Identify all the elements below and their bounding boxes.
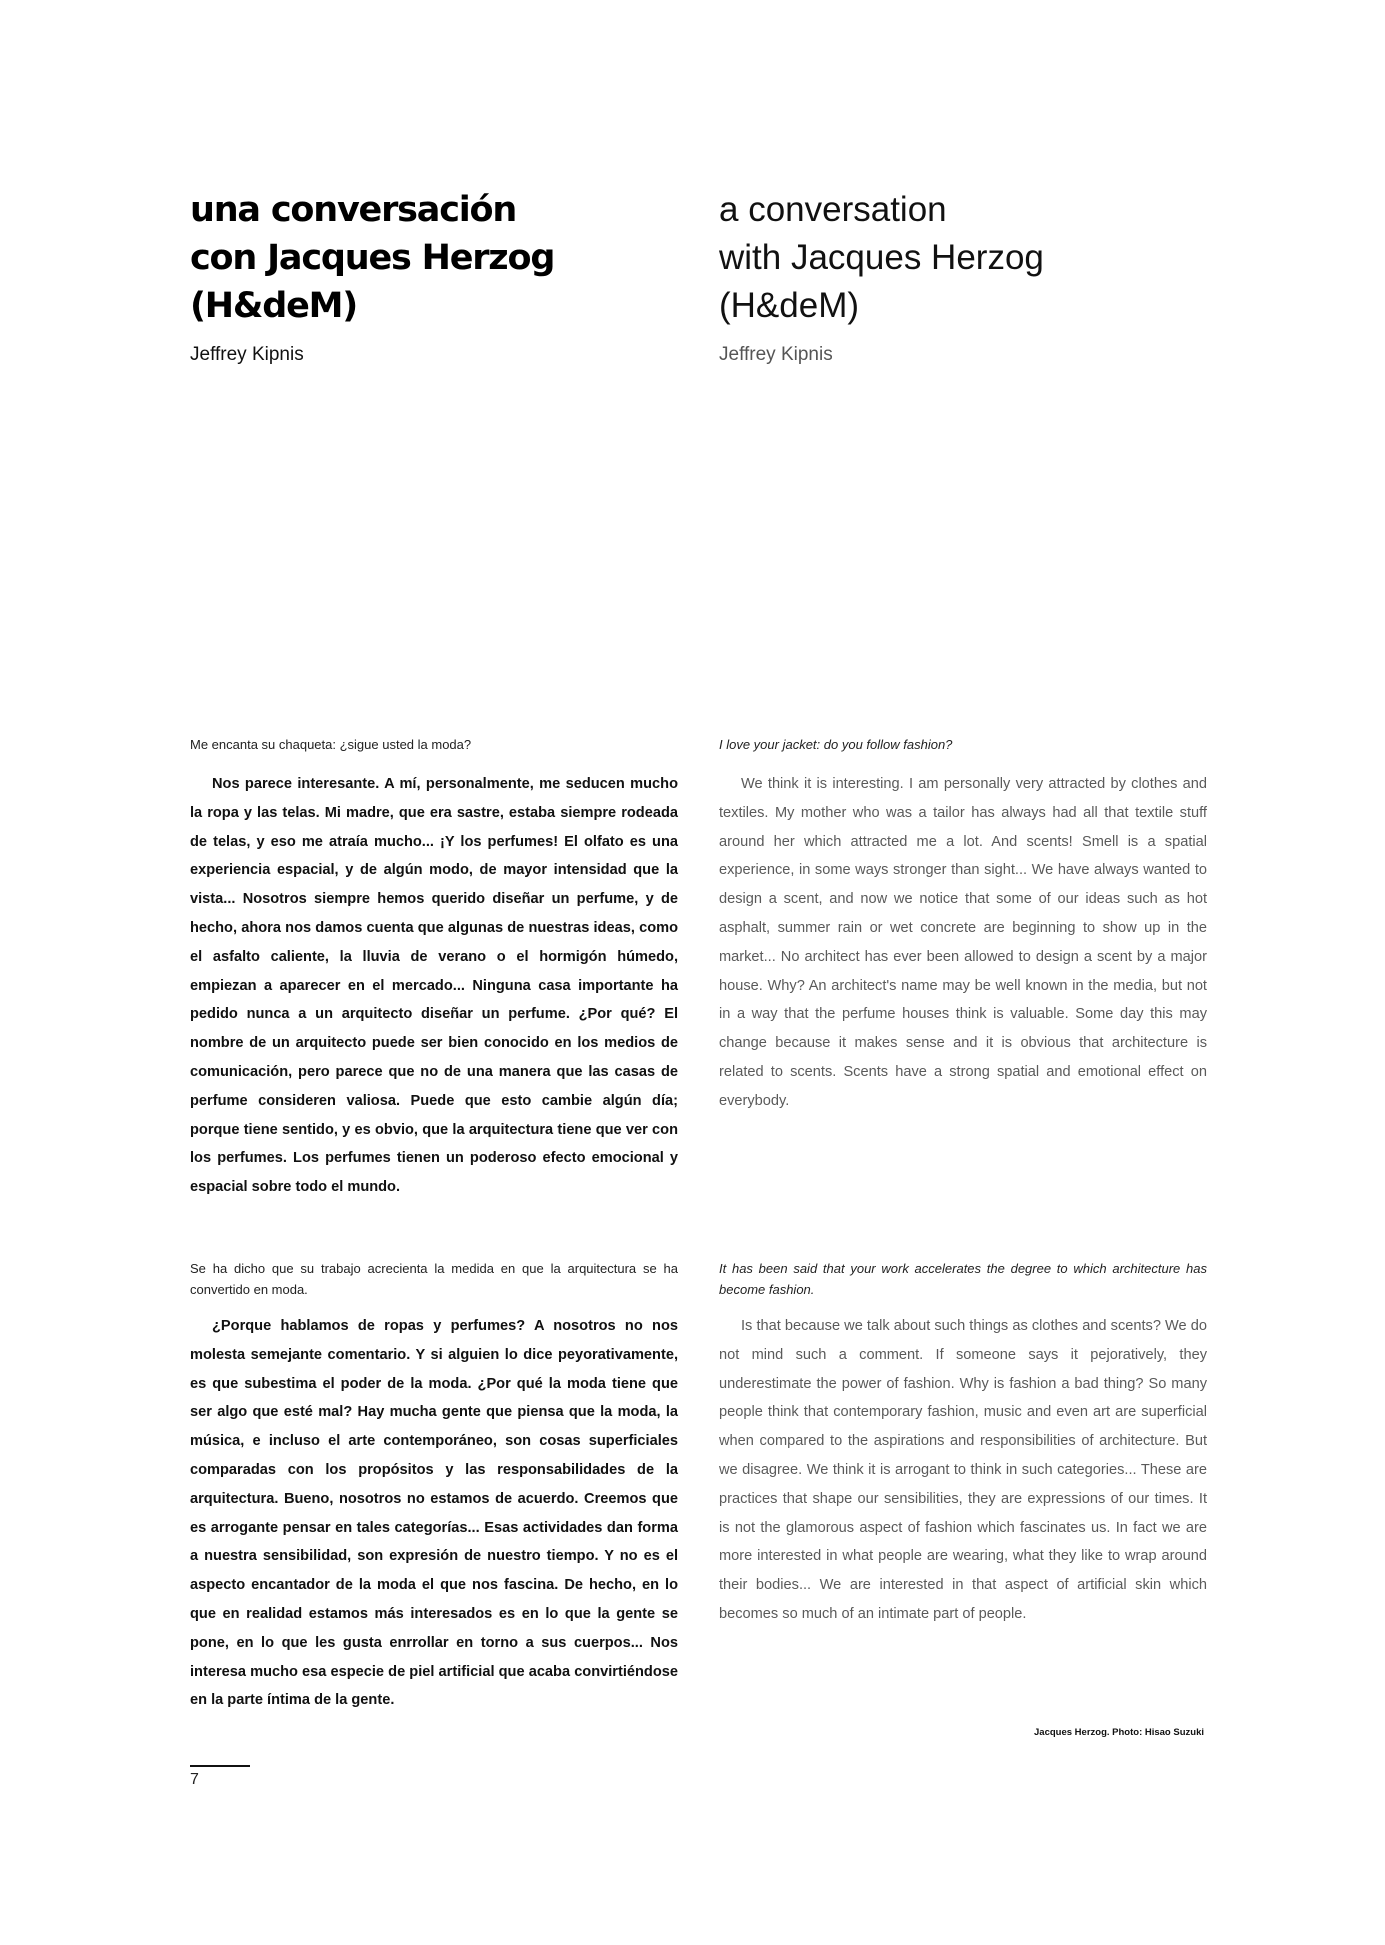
spanish-section-1 xyxy=(190,734,678,1202)
question-english-2: It has been said that your work accelerates the degree to which architecture has become fashion. xyxy=(719,1261,1207,1297)
question-spanish-1: Me encanta su chaqueta: ¿sigue usted la moda? xyxy=(190,737,472,752)
spanish-section-2 xyxy=(190,1258,678,1715)
title-english: a conversation with Jacques Herzog (H&deM) xyxy=(719,190,1044,325)
question-spanish-2: Se ha dicho que su trabajo acrecienta la medida en que la arquitectura se ha convertido en moda. xyxy=(190,1261,678,1297)
english-section-2 xyxy=(719,1258,1207,1629)
english-section-1 xyxy=(719,734,1207,1116)
page-number: 7 xyxy=(190,1771,199,1788)
answer-spanish-1: Nos parece interesante. A mí, personalmente, me seducen mucho la ropa y las telas. Mi madre, que era sastre, estaba siempre rodeada de telas, y eso me atraía mucho... ¡Y los perfumes! El olfato es una experiencia espacial, y de algún modo, de mayor intensidad que la vista... Nosotros siempre hemos querido diseñar un perfume, y de hecho, ahora nos damos cuenta que algunas de nuestras ideas, como el asfalto caliente, la lluvia de verano o el hormigón húmedo, empiezan a aparecer en el mercado... Ninguna casa importante ha pedido nunca a un arquitecto diseñar un perfume. ¿Por qué? El nombre de un arquitecto puede ser bien conocido en los medios de comunicación, pero parece que no de una manera que las casas de perfume consideren valiosa. Puede que esto cambie algún día; porque tiene sentido, y es obvio, que la arquitectura tiene que ver con los perfumes. Los perfumes tienen un poderoso efecto emocional y espacial sobre todo el mundo. xyxy=(190,776,678,1196)
photo-caption: Jacques Herzog. Photo: Hisao Suzuki xyxy=(1034,1727,1204,1738)
page-number-rule xyxy=(190,1765,250,1767)
answer-spanish-2: ¿Porque hablamos de ropas y perfumes? A nosotros no nos molesta semejante comentario. Y si alguien lo dice peyorativamente, es que subestima el poder de la moda. ¿Por qué la moda tiene que ser algo que esté mal? Hay mucha gente que piensa que la moda, la música, e incluso el arte contemporáneo, son cosas superficiales comparadas con los propósitos y las responsabilidades de la arquitectura. Bueno, nosotros no estamos de acuerdo. Creemos que es arrogante pensar en tales categorías... Esas actividades dan forma a nuestra sensibilidad, son expresión de nuestro tiempo. Y no es el aspecto encantador de la moda el que nos fascina. De hecho, en lo que en realidad estamos más interesados es en lo que la gente se pone, en lo que les gusta enrrollar en torno a sus cuerpos... Nos interesa mucho esa especie de piel artificial que acaba convirtiéndose en la parte íntima de la gente. xyxy=(190,1318,678,1709)
author-english: Jeffrey Kipnis xyxy=(719,344,833,365)
author-spanish: Jeffrey Kipnis xyxy=(190,344,304,365)
answer-english-1: We think it is interesting. I am personally very attracted by clothes and textiles. My mother who was a tailor has always had all that textile stuff around her which attracted me a lot. And scents! Smell is a spatial experience, in some ways stronger than sight... We have always wanted to design a scent, and now we notice that some of our ideas such as hot asphalt, summer rain or wet concrete are beginning to show up in the market... No architect has ever been allowed to design a scent by a major house. Why? An architect's name may be well known in the media, but not in a way that the perfume houses think is valuable. Some day this may change because it makes sense and it is obvious that architecture is related to scents. Scents have a strong spatial and emotional effect on everybody. xyxy=(719,776,1207,1109)
question-english-1: I love your jacket: do you follow fashion? xyxy=(719,737,953,752)
title-spanish: una conversación con Jacques Herzog (H&deM) xyxy=(190,190,555,326)
answer-english-2: Is that because we talk about such things as clothes and scents? We do not mind such a comment. If someone says it pejoratively, they underestimate the power of fashion. Why is fashion a bad thing? So many people think that contemporary fashion, music and even art are superficial when compared to the aspirations and responsibilities of architecture. But we disagree. We think it is arrogant to think in such categories... These are practices that shape our sensibilities, they are expressions of our times. It is not the glamorous aspect of fashion which fascinates us. In fact we are more interested in what people are wearing, what they like to wrap around their bodies... We are interested in that aspect of artificial skin which becomes so much of an intimate part of people. xyxy=(719,1318,1207,1622)
